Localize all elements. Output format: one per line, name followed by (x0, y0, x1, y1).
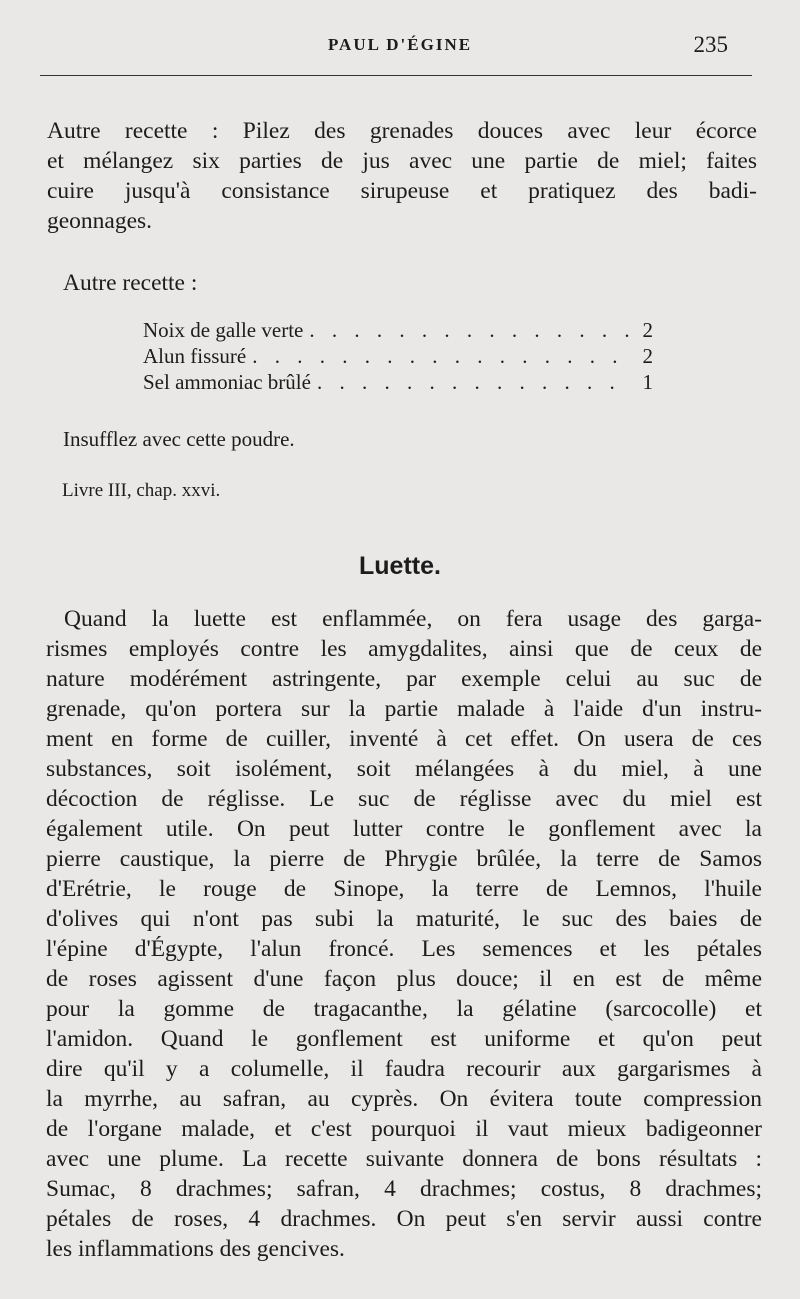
text-line: également utile. On peut lutter contre le gonflement avec la (46, 816, 762, 842)
text-line: la myrrhe, au safran, au cyprès. On évitera toute compression (46, 1086, 762, 1112)
text-line: Sumac, 8 drachmes; safran, 4 drachmes; costus, 8 drachmes; (46, 1176, 762, 1202)
ingredient-row (143, 369, 653, 395)
ingredient-list (143, 317, 653, 395)
chapter-reference: Livre III, chap. xxvi. (62, 480, 221, 501)
ingredient-qty: 2 (642, 344, 653, 368)
ingredient-qty: 2 (642, 318, 653, 342)
text-line: d'Erétrie, le rouge de Sinope, la terre de Lemnos, l'huile (46, 876, 762, 902)
text-line: de l'organe malade, et c'est pourquoi il vaut mieux badigeonner (46, 1116, 762, 1142)
ingredient-qty: 1 (642, 370, 653, 394)
page-number: 235 (693, 32, 728, 57)
text-line: l'amidon. Quand le gonflement est uniforme et qu'on peut (46, 1026, 762, 1052)
leader-dots (252, 343, 629, 369)
text-line: pour la gomme de tragacanthe, la gélatine (sarcocolle) et (46, 996, 762, 1022)
text-line: rismes employés contre les amygdalites, ainsi que de ceux de (46, 636, 762, 662)
recipe-paragraph-1 (47, 116, 757, 236)
text-line: de roses agissent d'une façon plus douce; il en est de même (46, 966, 762, 992)
text-line: substances, soit isolément, soit mélangées à du miel, à une (46, 756, 762, 782)
leader-dots (317, 369, 629, 395)
text-line: nature modérément astringente, par exemple celui au suc de (46, 666, 762, 692)
text-line: les inflammations des gencives. (46, 1236, 345, 1262)
text-line: pierre caustique, la pierre de Phrygie brûlée, la terre de Samos (46, 846, 762, 872)
instruction-line (47, 424, 757, 454)
text-line: d'olives qui n'ont pas subi la maturité, le suc des baies de (46, 906, 762, 932)
text-line: et mélangez six parties de jus avec une partie de miel; faites (47, 148, 757, 174)
ingredient-row (143, 343, 653, 369)
text-line: Autre recette : Pilez des grenades douces avec leur écorce (47, 118, 757, 144)
text-line: cuire jusqu'à consistance sirupeuse et pratiquez des badi- (47, 178, 757, 204)
text-line: dire qu'il y a columelle, il faudra recourir aux gargarismes à (46, 1056, 762, 1082)
text-line: Autre recette : (63, 270, 198, 296)
ingredient-row (143, 317, 653, 343)
ingredient-name: Noix de galle verte (143, 318, 304, 342)
section-body (46, 604, 762, 1264)
ingredient-name: Alun fissuré (143, 344, 247, 368)
text-line: avec une plume. La recette suivante donnera de bons résultats : (46, 1146, 762, 1172)
text-line: décoction de réglisse. Le suc de réglisse avec du miel est (46, 786, 762, 812)
header-rule (40, 75, 752, 76)
ingredient-name: Sel ammoniac brûlé (143, 370, 311, 394)
text-line: Quand la luette est enflammée, on fera usage des garga- (64, 606, 762, 632)
text-line: ment en forme de cuiller, inventé à cet effet. On usera de ces (46, 726, 762, 752)
running-header-title: PAUL D'ÉGINE (327, 35, 473, 54)
leader-dots (309, 317, 629, 343)
text-line: pétales de roses, 4 drachmes. On peut s'en servir aussi contre (46, 1206, 762, 1232)
recipe-2-intro (47, 268, 757, 298)
section-title: Luette. (359, 552, 441, 580)
text-line: Insufflez avec cette poudre. (63, 427, 295, 451)
text-line: l'épine d'Égypte, l'alun froncé. Les semences et les pétales (46, 936, 762, 962)
text-line: grenade, qu'on portera sur la partie malade à l'aide d'un instru- (46, 696, 762, 722)
text-line: geonnages. (47, 208, 153, 234)
